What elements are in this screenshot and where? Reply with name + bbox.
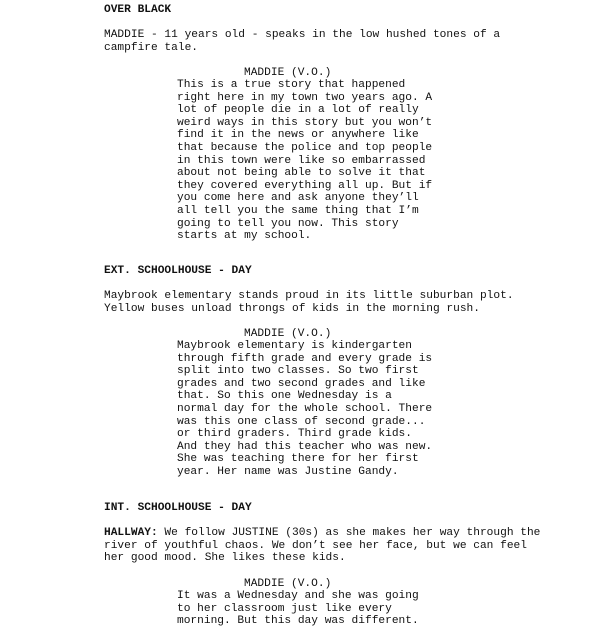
dialogue-maddie-1: This is a true story that happened right here in my town two years ago. A lot of people die in a lot of really weird ways in this story but you won’t find it in the news or anywhere like that because the police and top people in this town were like so embarrassed about not being able to solve it that they covered everything all up. But if you come here and ask anyone they’ll all tell you the same thing that I’m going to tell you now. This story starts at my school.	[177, 79, 439, 243]
dialogue-maddie-2: Maybrook elementary is kindergarten through fifth grade and every grade is split into two classes. So two first grades and two second grades and like that. So this one Wednesday is a normal day for the whole school. There was this one class of second grade... or third graders. Third grade kids. And they had this teacher who was new. She was teaching there for her first year. Her name was Justine Gandy.	[177, 340, 439, 478]
transition-over-black: OVER BLACK	[104, 4, 172, 16]
hallway-label: HALLWAY:	[104, 527, 158, 539]
character-cue-maddie-3: MADDIE (V.O.)	[244, 578, 332, 590]
action-hallway	[104, 527, 548, 565]
scene-heading-ext-schoolhouse: EXT. SCHOOLHOUSE - DAY	[104, 265, 252, 277]
character-cue-maddie-2: MADDIE (V.O.)	[244, 328, 332, 340]
hallway-action-text: We follow JUSTINE (30s) as she makes her way through the river of youthful chaos. We don’t see her face, but we can feel her good mood. She likes these kids.	[104, 527, 548, 565]
character-cue-maddie-1: MADDIE (V.O.)	[244, 67, 332, 79]
action-maybrook-elementary: Maybrook elementary stands proud in its little suburban plot. Yellow buses unload throngs of kids in the morning rush.	[104, 290, 521, 315]
action-maddie-intro: MADDIE - 11 years old - speaks in the low hushed tones of a campfire tale.	[104, 29, 507, 54]
dialogue-maddie-3: It was a Wednesday and she was going to her classroom just like every morning. But this day was different.	[177, 590, 426, 628]
scene-heading-int-schoolhouse: INT. SCHOOLHOUSE - DAY	[104, 502, 252, 514]
